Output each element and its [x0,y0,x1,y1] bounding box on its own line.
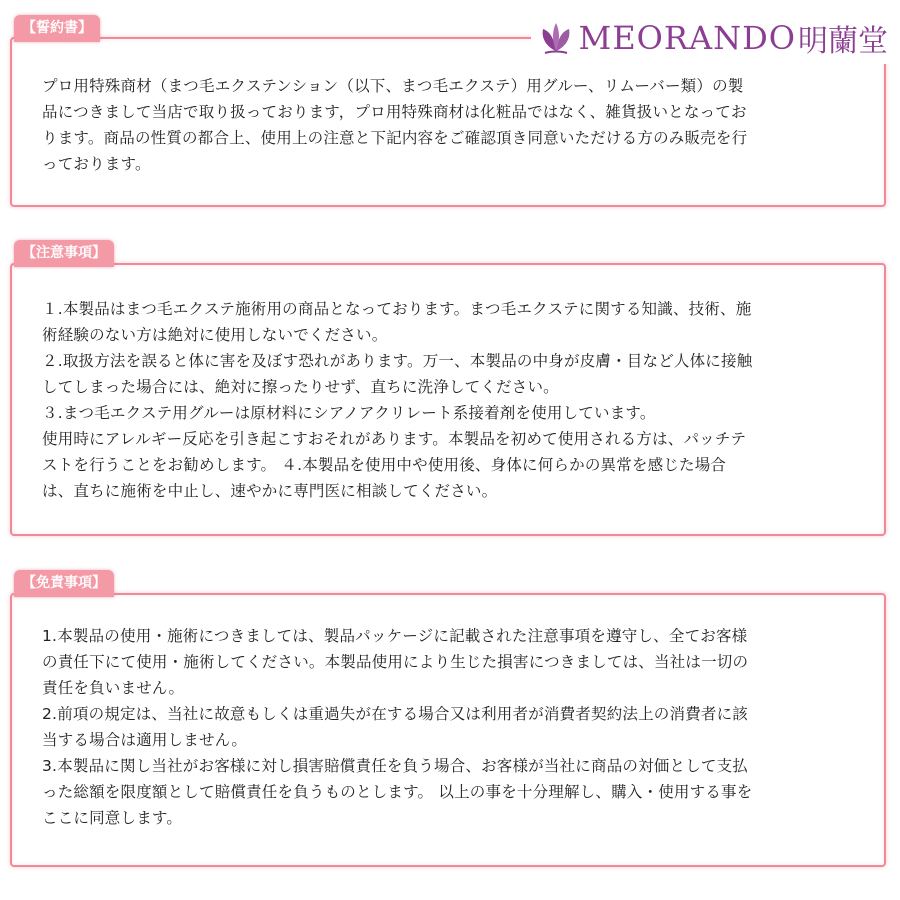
precautions-text: １.本製品はまつ毛エクステ施術用の商品となっております。まつ毛エクステに関する知識、技術、施 術経験のない方は絶対に使用しないでください。 ２.取扱方法を誤ると体に害を及ぼす恐れがあります。万一、本製品の中身が皮膚・目など人体に接触 してしまった場合には、絶対に擦ったりせず、直ちに洗浄してください。 ３.まつ毛エクステ用グルーは原材料にシアノアクリレート系接着剤を使用しています。 使用時にアレルギー反応を引き起こすおそれがあります。本製品を初めて使用される方は、パッチテ ストを行うことをお勧めします。 ４.本製品を使用中や使用後、身体に何らかの異常を感じた場合 は、直ちに施術を中止し、速やかに専門医に相談してください。 [42,300,753,500]
disclaimer-box [10,593,886,867]
brand-name-latin: MEORANDO [578,19,796,57]
disclaimer-tab: 【免責事項】 [14,570,114,597]
disclaimer-text: 1.本製品の使用・施術につきましては、製品パッケージに記載された注意事項を遵守し、全てお客様 の責任下にて使用・施術してください。本製品使用により生じた損害につきましては、当社は一切の 責任を負いません。 2.前項の規定は、当社に故意もしくは重過失が在する場合又は利用者が消費者契約法上の消費者に該 当する場合は適用しません。 3.本製品に関し当社がお客様に対し損害賠償責任を負う場合、お客様が当社に商品の対価として支払 った総額を限度額として賠償責任を負うものとします。 以上の事を十分理解し、購入・使用する事を ここに同意します。 [42,627,753,827]
brand-name-kanji: 明蘭堂 [798,24,888,59]
lotus-flower-icon [535,17,577,59]
precautions-box [10,263,886,536]
pledge-text: プロ用特殊商材（まつ毛エクステンション（以下、まつ毛エクステ）用グルー、リムーバー類）の製 品につきまして当店で取り扱っております，プロ用特殊商材は化粧品ではなく、雑貨扱いとなってお ります。商品の性質の都合上、使用上の注意と下記内容をご確認頂き同意いただける方のみ販売を行 っております。 [42,77,748,173]
precautions-tab: 【注意事項】 [14,240,114,267]
pledge-tab: 【誓約書】 [14,15,100,42]
brand-logo [531,12,894,64]
